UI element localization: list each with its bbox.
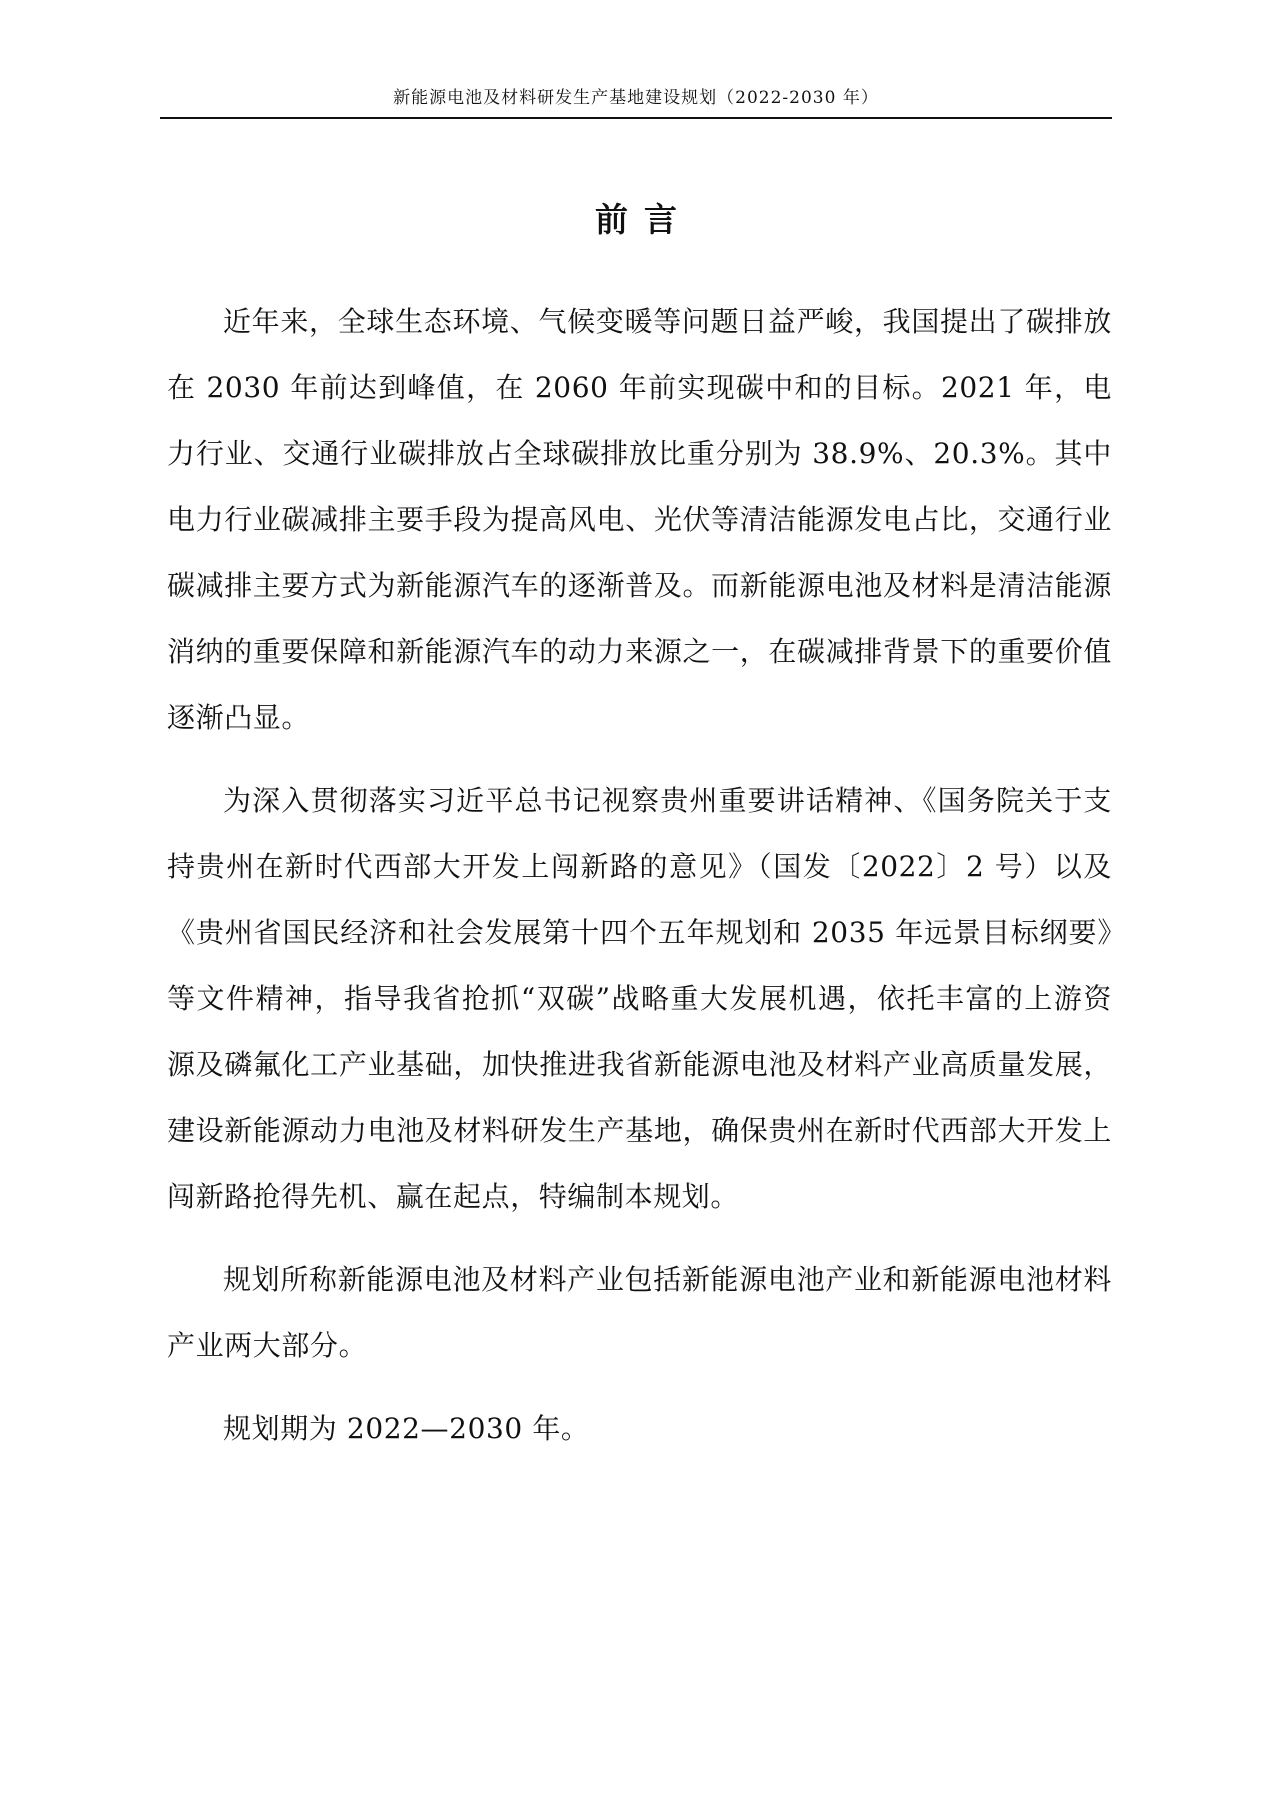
header-rule xyxy=(160,117,1112,119)
paragraph-2: 为深入贯彻落实习近平总书记视察贵州重要讲话精神、《国务院关于支持贵州在新时代西部大开发上闯新路的意见》（国发〔2022〕2 号）以及《贵州省国民经济和社会发展第十四个五年规划和 2035 年远景目标纲要》等文件精神，指导我省抢抓“双碳”战略重大发展机遇，依托丰富的上游资源及磷氟化工产业基础，加快推进我省新能源电池及材料产业高质量发展，建设新能源动力电池及材料研发生产基地，确保贵州在新时代西部大开发上闯新路抢得先机、赢在起点，特编制本规划。 xyxy=(167,784,1112,1213)
body-text xyxy=(167,289,1112,1479)
running-header: 新能源电池及材料研发生产基地建设规划（2022-2030 年） xyxy=(393,88,879,108)
paragraph-1: 近年来，全球生态环境、气候变暖等问题日益严峻，我国提出了碳排放在 2030 年前达到峰值，在 2060 年前实现碳中和的目标。2021 年，电力行业、交通行业碳排放占全球碳排放比重分别为 38.9%、20.3%。其中电力行业碳减排主要手段为提高风电、光伏等清洁能源发电占比，交通行业碳减排主要方式为新能源汽车的逐渐普及。而新能源电池及材料是清洁能源消纳的重要保障和新能源汽车的动力来源之一，在碳减排背景下的重要价值逐渐凸显。 xyxy=(167,305,1112,734)
section-title: 前言 xyxy=(595,200,693,239)
paragraph-3: 规划所称新能源电池及材料产业包括新能源电池产业和新能源电池材料产业两大部分。 xyxy=(167,1263,1112,1362)
paragraph-4: 规划期为 2022—2030 年。 xyxy=(223,1412,590,1445)
